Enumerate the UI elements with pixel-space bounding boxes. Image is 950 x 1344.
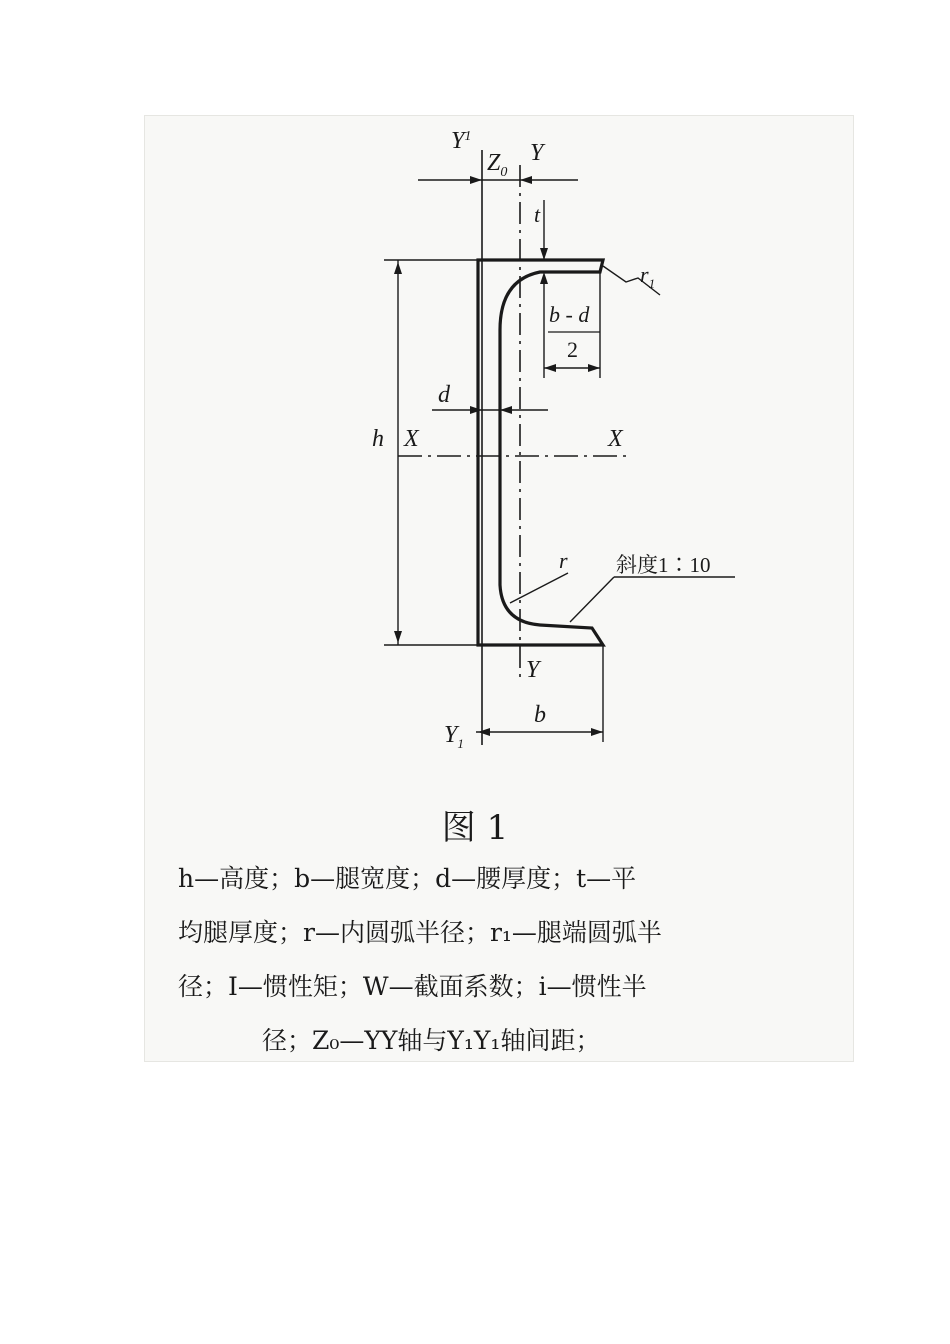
label-d: d	[438, 382, 450, 408]
label-r: r	[559, 548, 568, 573]
label-y-top: Y	[530, 140, 544, 166]
legend-line-3: 径；I—惯性矩；W—截面系数；i—惯性半	[178, 972, 647, 1001]
label-z0: $Z_0$	[487, 150, 508, 180]
label-b: b	[534, 702, 546, 728]
label-two: 2	[567, 337, 578, 362]
label-y-bottom: Y	[526, 657, 540, 683]
label-b-minus-d: b - d	[549, 302, 590, 327]
label-x-right: X	[608, 426, 623, 452]
label-slope: 斜度1∶10	[616, 553, 711, 577]
symbol-legend	[178, 852, 828, 1068]
label-t: t	[534, 202, 541, 227]
label-r1: $r_1$	[640, 262, 656, 291]
label-x-left: X	[404, 426, 419, 452]
legend-line-1: h—高度；b—腿宽度；d—腰厚度；t—平	[178, 864, 637, 893]
figure-caption: 图 1	[441, 808, 509, 848]
slope-leader-line	[570, 577, 614, 622]
r-leader-line	[510, 573, 568, 603]
label-y1-bottom: $Y_1$	[444, 722, 464, 751]
label-h: h	[372, 426, 384, 452]
legend-line-4: 径；Z₀—YY轴与Y₁Y₁轴间距；	[262, 1026, 601, 1055]
legend-line-2: 均腿厚度；r—内圆弧半径；r₁—腿端圆弧半	[178, 918, 662, 947]
label-y1-top: $Y^1$	[451, 128, 472, 154]
